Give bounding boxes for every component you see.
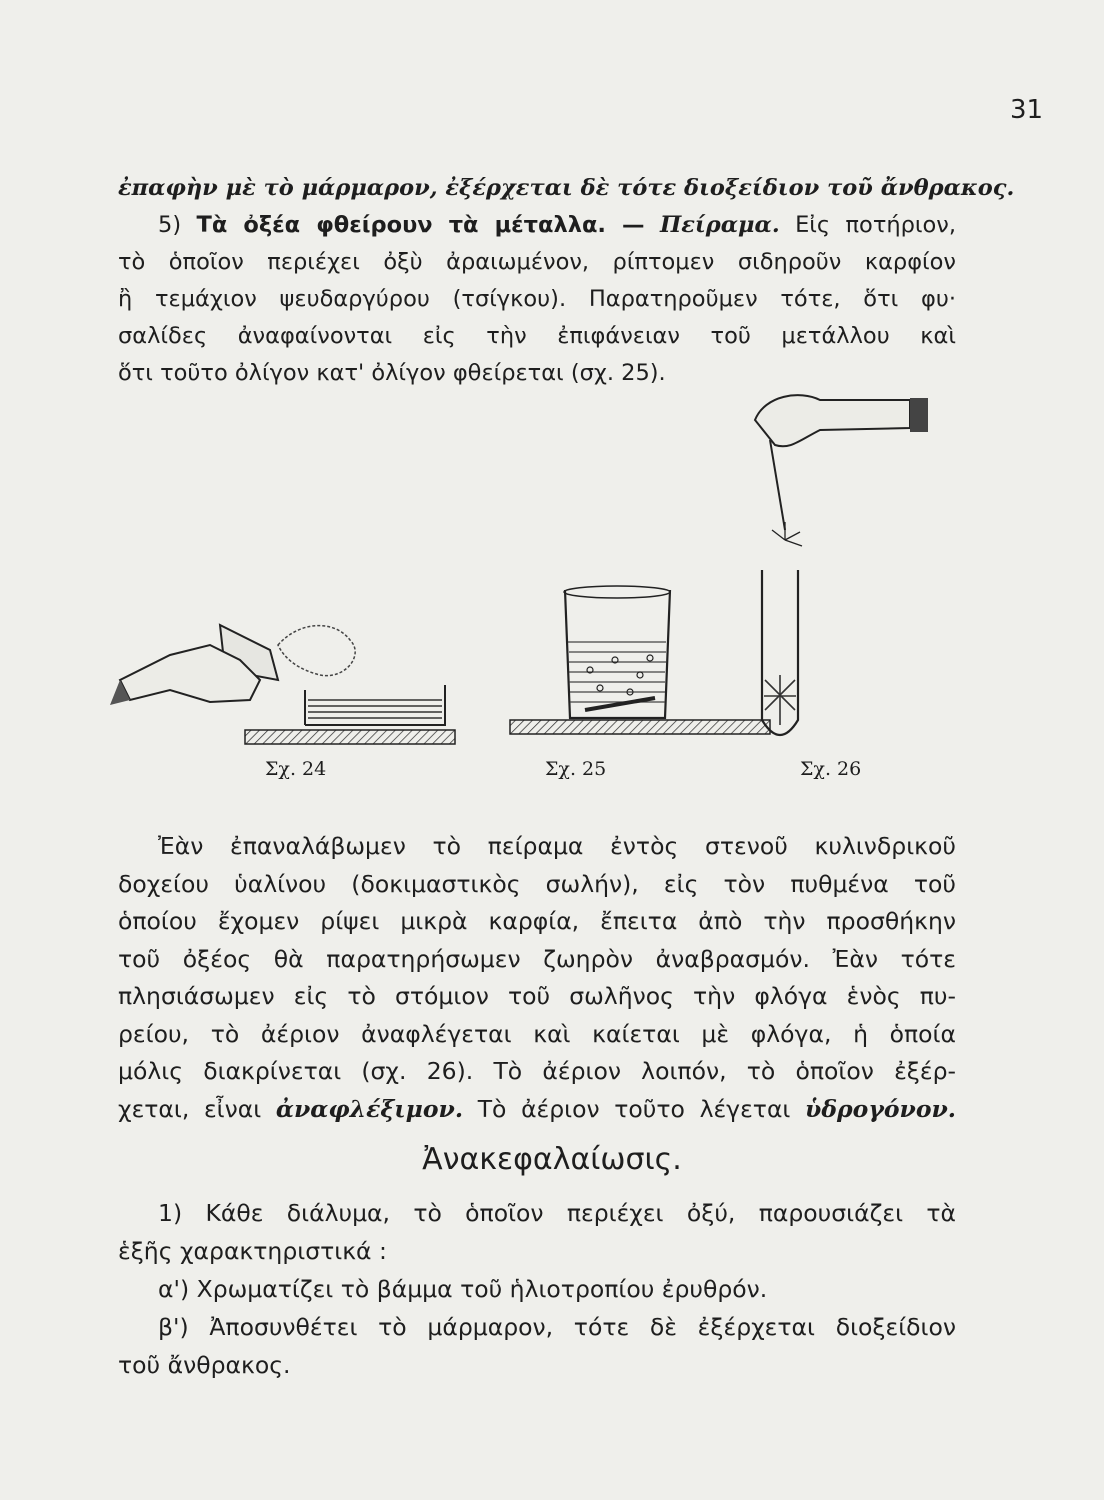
summary-line: 1) Κάθε διάλυμα, τὸ ὁποῖον περιέχει ὀξύ, παρουσιάζει τὰ xyxy=(158,1199,956,1227)
paragraph-line: μόλις διακρίνεται (σχ. 26). Τὸ ἀέριον λοιπόν, τὸ ὁποῖον ἐξέρ- xyxy=(118,1057,956,1085)
paragraph-line: τὸ ὁποῖον περιέχει ὀξὺ ἀραιωμένον, ρίπτομεν σιδηροῦν καρφίον xyxy=(118,249,956,275)
paragraph-line: σαλίδες ἀναφαίνονται εἰς τὴν ἐπιφάνειαν τοῦ μετάλλου καὶ xyxy=(118,323,956,349)
summary-line: α') Χρωματίζει τὸ βάμμα τοῦ ἡλιοτροπίου ἐρυθρόν. xyxy=(158,1275,768,1303)
summary-line: ἑξῆς χαρακτηριστικά : xyxy=(118,1237,387,1265)
summary-list xyxy=(118,1194,956,1384)
paragraph-line: ὁποίου ἔχομεν ρίψει μικρὰ καρφία, ἔπειτα ἀπὸ τὴν προσθήκην xyxy=(118,907,956,935)
continuation-line: ἐπαφὴν μὲ τὸ μάρμαρον, ἐξέρχεται δὲ τότε διοξείδιον τοῦ ἄνθρακος. xyxy=(118,175,1015,201)
paragraph-line: Ἐὰν ἐπαναλάβωμεν τὸ πείραμα ἐντὸς στενοῦ κυλινδρικοῦ xyxy=(158,832,956,860)
line-part: Τὸ ἀέριον τοῦτο λέγεται xyxy=(477,1094,791,1123)
paragraph-line: ὅτι τοῦτο ὀλίγον κατ' ὀλίγον φθείρεται (σχ. 25). xyxy=(118,360,666,386)
section-heading: Τὰ ὀξέα φθείρουν τὰ μέταλλα. — xyxy=(196,212,645,238)
paragraph-line-final xyxy=(118,1091,956,1129)
term-flammable: ἀναφλέξιμον. xyxy=(275,1094,464,1123)
summary-line: β') Ἀποσυνθέτει τὸ μάρμαρον, τότε δὲ ἐξέρχεται διοξείδιον xyxy=(158,1313,956,1341)
section-5-heading-line xyxy=(118,207,956,244)
paragraph-line: πλησιάσωμεν εἰς τὸ στόμιον τοῦ σωλῆνος τὴν φλόγα ἑνὸς πυ- xyxy=(118,982,956,1010)
paragraph-line: ρείου, τὸ ἀέριον ἀναφλέγεται καὶ καίεται μὲ φλόγα, ἡ ὁποία xyxy=(118,1019,956,1048)
figure-26-caption: Σχ. 26 xyxy=(800,758,862,780)
term-hydrogen: ὑδρογόνον. xyxy=(805,1094,956,1123)
figures-area xyxy=(100,380,980,800)
figure-24-caption: Σχ. 24 xyxy=(265,758,327,780)
summary-heading: Ἀνακεφαλαίωσις. xyxy=(422,1142,682,1177)
figure-26-drawing xyxy=(755,395,928,735)
figure-25-caption: Σχ. 25 xyxy=(545,758,607,780)
paragraph-line: δοχείου ὑαλίνου (δοκιμαστικὸς σωλήν), εἰς τὸν πυθμένα τοῦ xyxy=(118,869,956,898)
paragraph-line: τοῦ ὀξέος θὰ παρατηρήσωμεν ζωηρὸν ἀναβρασμόν. Ἐὰν τότε xyxy=(118,944,956,973)
page-number: 31 xyxy=(1010,95,1044,125)
top-paragraph xyxy=(118,170,1015,392)
line-part: χεται, εἶναι xyxy=(118,1094,262,1123)
figure-24-drawing xyxy=(110,625,455,744)
figure-25-drawing xyxy=(510,586,770,734)
section-number: 5) xyxy=(158,212,182,238)
summary-line: τοῦ ἄνθρακος. xyxy=(118,1351,291,1379)
paragraph-line: ἢ τεμάχιον ψευδαργύρου (τσίγκου). Παρατηροῦμεν τότε, ὅτι φυ· xyxy=(118,286,956,312)
section-text-start: Εἰς ποτήριον, xyxy=(795,212,957,238)
experiment-label: Πείραμα. xyxy=(659,212,780,238)
bottom-paragraph xyxy=(118,828,956,1128)
figures-illustration xyxy=(100,380,980,800)
